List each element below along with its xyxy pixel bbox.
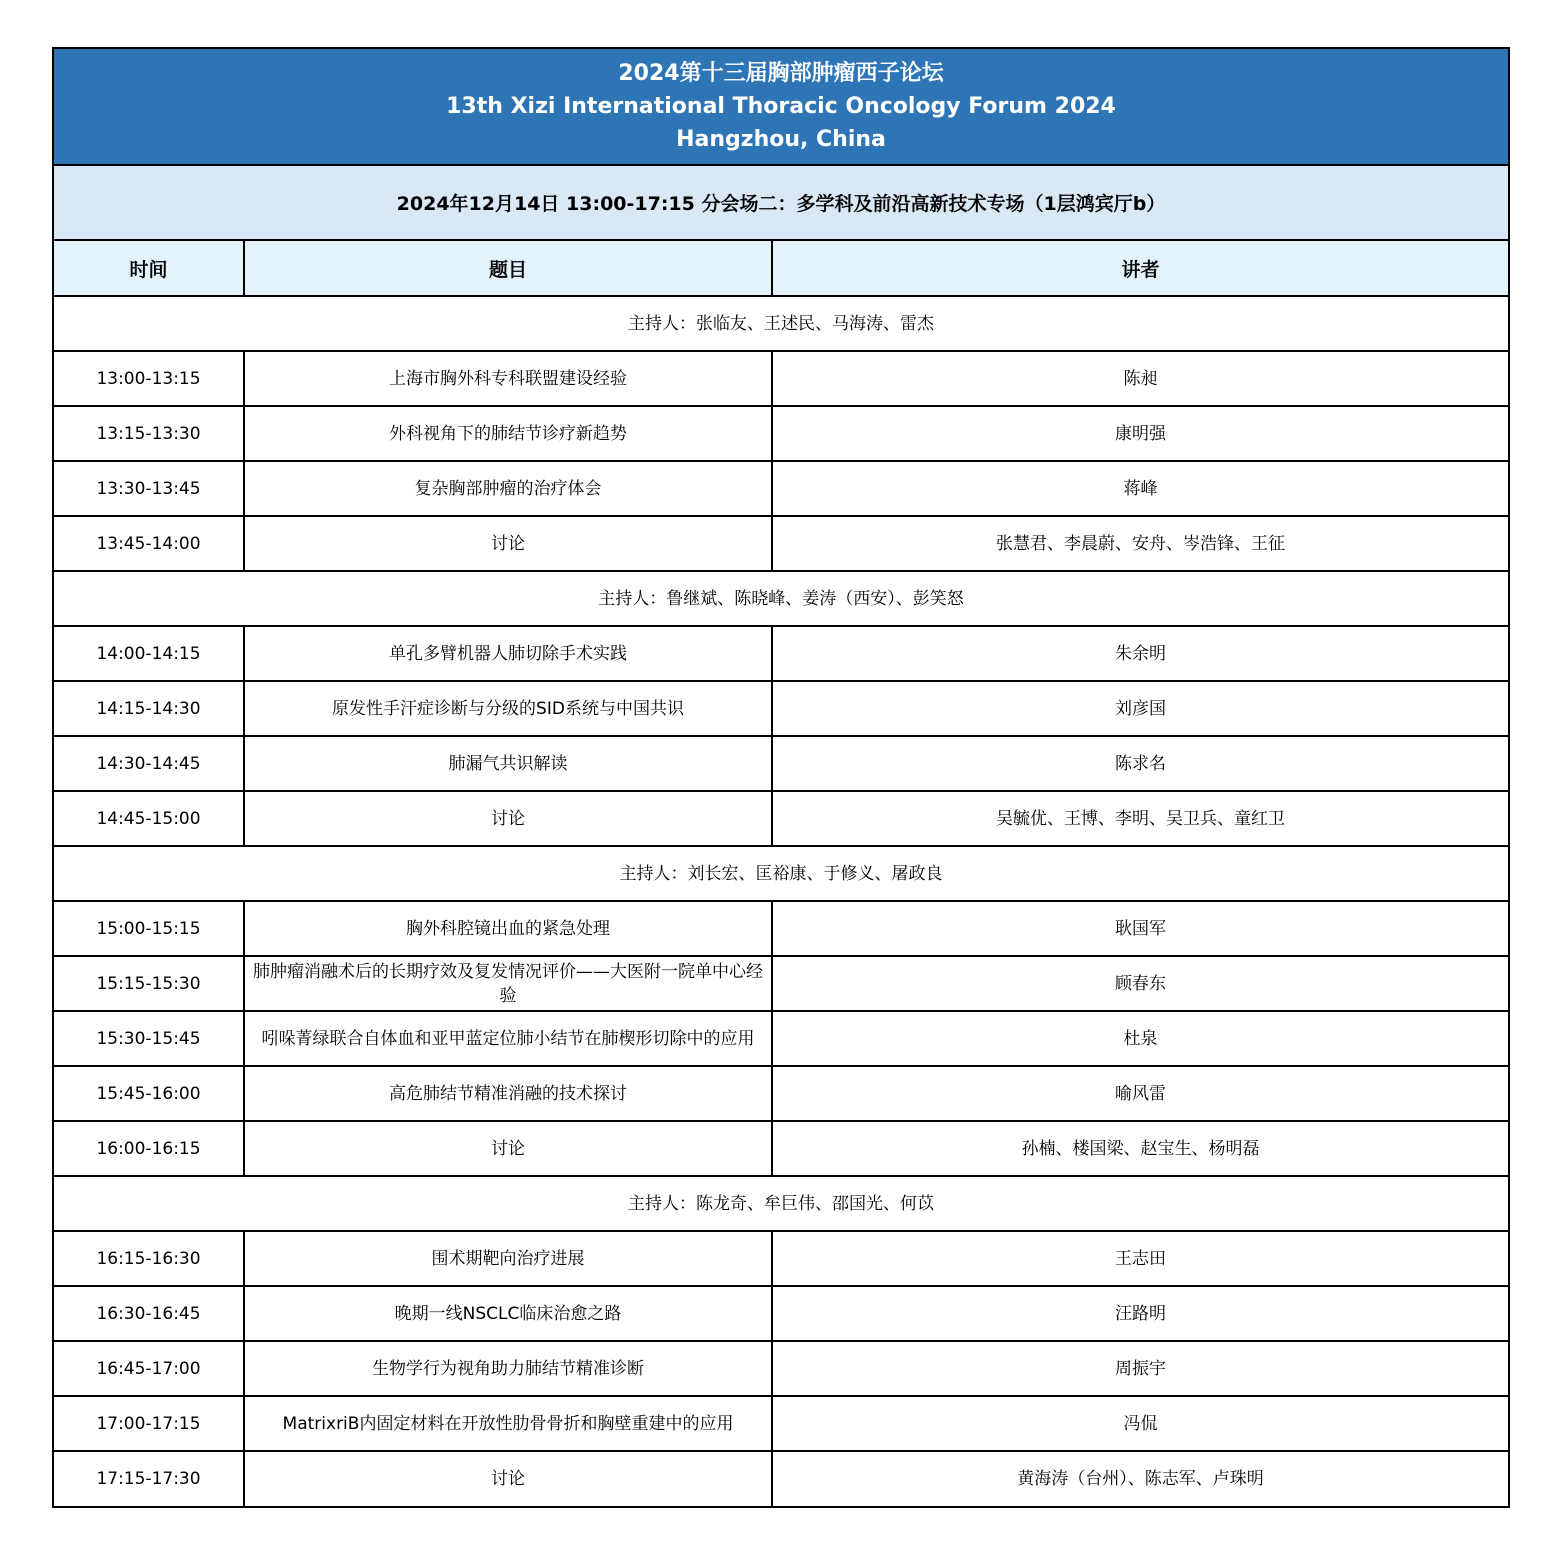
table-row: [54, 901, 1508, 956]
topic-cell: 围术期靶向治疗进展: [244, 1231, 772, 1286]
speaker-cell: 蒋峰: [772, 461, 1508, 516]
schedule-sheet: [52, 47, 1510, 1508]
schedule-body: [54, 296, 1508, 1506]
schedule-table: [54, 241, 1508, 1506]
table-row: [54, 1396, 1508, 1451]
topic-cell: 讨论: [244, 791, 772, 846]
table-row: [54, 1341, 1508, 1396]
time-cell: 16:30-16:45: [54, 1286, 244, 1341]
speaker-cell: 黄海涛（台州）、陈志军、卢珠明: [1017, 1469, 1264, 1489]
topic-cell: 单孔多臂机器人肺切除手术实践: [244, 626, 772, 681]
speaker-cell: 耿国军: [772, 901, 1508, 956]
speaker-cell: 王志田: [772, 1231, 1508, 1286]
table-row: [54, 956, 1508, 1011]
time-cell: 13:30-13:45: [54, 461, 244, 516]
time-cell: 14:30-14:45: [54, 736, 244, 791]
speaker-cell: 喻风雷: [772, 1066, 1508, 1121]
time-cell: 16:00-16:15: [54, 1121, 244, 1176]
table-row: [54, 351, 1508, 406]
table-row: [54, 406, 1508, 461]
topic-cell: 肺漏气共识解读: [244, 736, 772, 791]
speaker-cell: 朱余明: [772, 626, 1508, 681]
table-row: [54, 1451, 1508, 1506]
topic-cell: 讨论: [244, 1451, 772, 1506]
host-row: [54, 296, 1508, 351]
host-cell: 主持人：张临友、王述民、马海涛、雷杰: [54, 296, 1508, 351]
forum-title-en: 13th Xizi International Thoracic Oncology Forum 2024: [446, 94, 1116, 119]
column-header-time: 时间: [54, 241, 244, 296]
topic-cell: 讨论: [244, 1121, 772, 1176]
time-cell: 17:15-17:30: [54, 1451, 244, 1506]
topic-cell: MatrixriB内固定材料在开放性肋骨骨折和胸壁重建中的应用: [244, 1396, 772, 1451]
time-cell: 14:00-14:15: [54, 626, 244, 681]
time-cell: 16:45-17:00: [54, 1341, 244, 1396]
table-row: [54, 1066, 1508, 1121]
time-cell: 14:15-14:30: [54, 681, 244, 736]
table-row: [54, 626, 1508, 681]
host-row: [54, 846, 1508, 901]
time-cell: 15:00-15:15: [54, 901, 244, 956]
time-cell: 13:00-13:15: [54, 351, 244, 406]
topic-cell: 晚期一线NSCLC临床治愈之路: [244, 1286, 772, 1341]
table-row: [54, 461, 1508, 516]
speaker-cell: 周振宇: [772, 1341, 1508, 1396]
time-cell: 15:45-16:00: [54, 1066, 244, 1121]
forum-banner: [54, 49, 1508, 166]
time-cell: 16:15-16:30: [54, 1231, 244, 1286]
speaker-cell: 顾春东: [772, 956, 1508, 1011]
speaker-cell: 杜泉: [772, 1011, 1508, 1066]
speaker-cell: 陈昶: [772, 351, 1508, 406]
table-row: [54, 1121, 1508, 1176]
speaker-cell: 刘彦国: [772, 681, 1508, 736]
column-header-topic: 题目: [244, 241, 772, 296]
time-cell: 17:00-17:15: [54, 1396, 244, 1451]
host-row: [54, 1176, 1508, 1231]
topic-cell: 胸外科腔镜出血的紧急处理: [244, 901, 772, 956]
time-cell: 13:45-14:00: [54, 516, 244, 571]
table-row: [54, 1011, 1508, 1066]
topic-cell: 原发性手汗症诊断与分级的SID系统与中国共识: [244, 681, 772, 736]
speaker-cell: 孙楠、楼国梁、赵宝生、杨明磊: [772, 1121, 1508, 1176]
topic-cell: 外科视角下的肺结节诊疗新趋势: [244, 406, 772, 461]
time-cell: 13:15-13:30: [54, 406, 244, 461]
table-row: [54, 1231, 1508, 1286]
speaker-cell: 吴毓优、王博、李明、吴卫兵、童红卫: [772, 791, 1508, 846]
host-row: [54, 571, 1508, 626]
time-cell: 15:15-15:30: [54, 956, 244, 1011]
time-cell: 14:45-15:00: [54, 791, 244, 846]
table-row: [54, 791, 1508, 846]
host-cell: 主持人：刘长宏、匡裕康、于修义、屠政良: [54, 846, 1508, 901]
topic-cell: 讨论: [244, 516, 772, 571]
forum-location: Hangzhou, China: [676, 127, 886, 152]
topic-cell: 上海市胸外科专科联盟建设经验: [244, 351, 772, 406]
speaker-cell: 张慧君、李晨蔚、安舟、岑浩锋、王征: [772, 516, 1508, 571]
session-title: 2024年12月14日 13:00-17:15 分会场二：多学科及前沿高新技术专场（1层鸿宾厅b）: [54, 166, 1508, 241]
column-header-speaker: 讲者: [772, 241, 1508, 296]
topic-cell: 高危肺结节精准消融的技术探讨: [244, 1066, 772, 1121]
speaker-cell: 陈求名: [772, 736, 1508, 791]
topic-cell: 吲哚菁绿联合自体血和亚甲蓝定位肺小结节在肺楔形切除中的应用: [244, 1011, 772, 1066]
topic-cell: 复杂胸部肿瘤的治疗体会: [244, 461, 772, 516]
speaker-cell: 冯侃: [772, 1396, 1508, 1451]
speaker-cell: 康明强: [772, 406, 1508, 461]
time-cell: 15:30-15:45: [54, 1011, 244, 1066]
host-cell: 主持人：鲁继斌、陈晓峰、姜涛（西安）、彭笑怒: [54, 571, 1508, 626]
table-row: [54, 516, 1508, 571]
table-row: [54, 736, 1508, 791]
host-cell: 主持人：陈龙奇、牟巨伟、邵国光、何苡: [54, 1176, 1508, 1231]
speaker-cell: 汪路明: [772, 1286, 1508, 1341]
forum-title-cn: 2024第十三届胸部肿瘤西子论坛: [618, 61, 944, 86]
topic-cell: 肺肿瘤消融术后的长期疗效及复发情况评价——大医附一院单中心经验: [244, 956, 772, 1011]
table-row: [54, 1286, 1508, 1341]
topic-cell: 生物学行为视角助力肺结节精准诊断: [244, 1341, 772, 1396]
table-row: [54, 681, 1508, 736]
table-header-row: [54, 241, 1508, 296]
